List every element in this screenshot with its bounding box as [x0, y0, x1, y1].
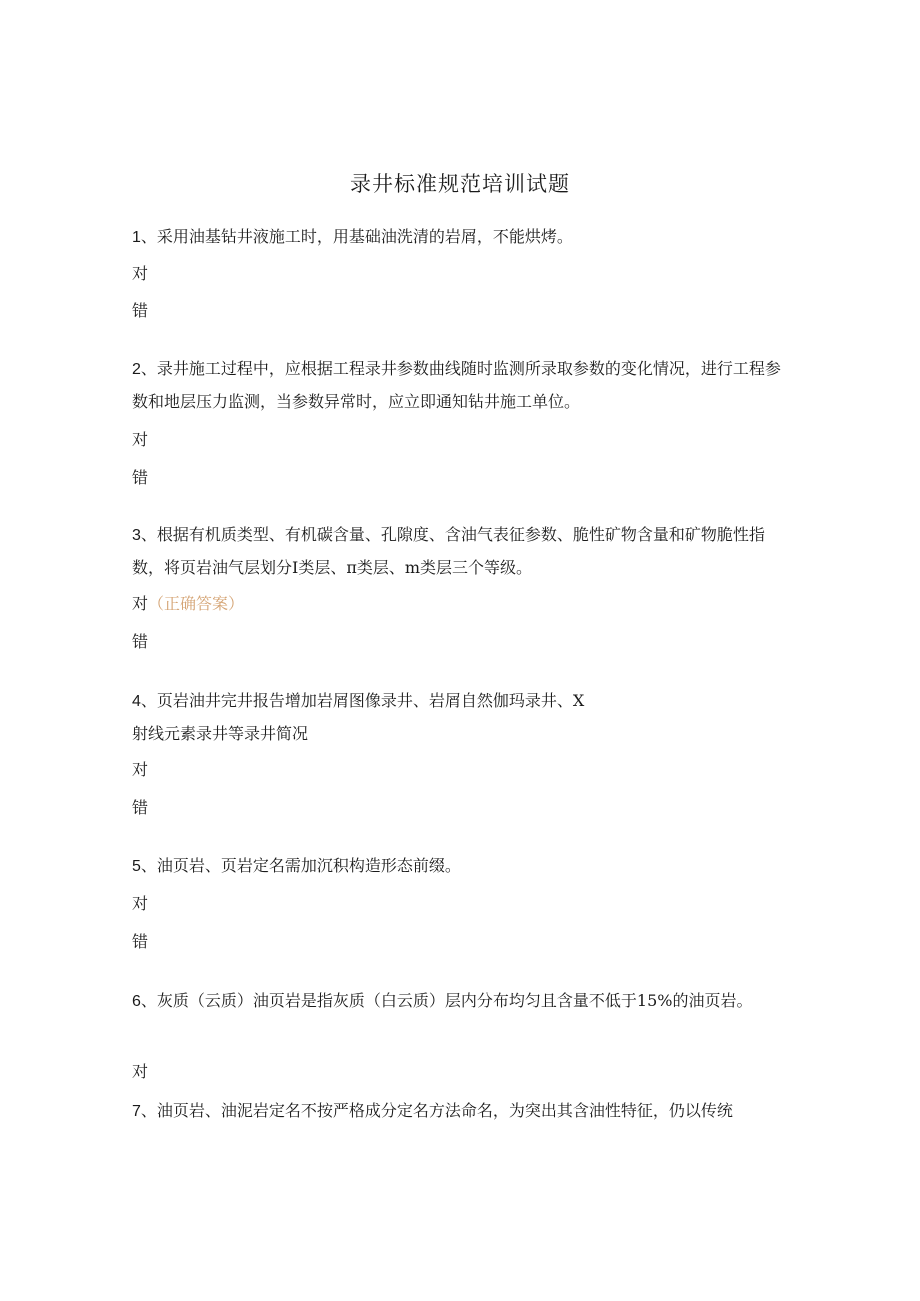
option-label: 错: [132, 632, 149, 651]
question-1-option-false[interactable]: [132, 299, 148, 323]
question-text: 、录井施工过程中，应根据工程录井参数曲线随时监测所录取参数的变化情况，进行工程参数和地层压力监测，当参数异常时，应立即通知钻井施工单位。: [132, 359, 781, 411]
question-5-option-false[interactable]: [132, 930, 148, 954]
question-2-option-true[interactable]: [132, 428, 148, 452]
question-number: 2: [132, 361, 141, 378]
question-5-option-true[interactable]: [132, 892, 148, 916]
question-number: 7: [132, 1103, 141, 1120]
question-text: 、油页岩、页岩定名需加沉积构造形态前缀。: [140, 856, 461, 875]
option-label: 错: [132, 301, 149, 320]
question-text: 、根据有机质类型、有机碳含量、孔隙度、含油气表征参数、脆性矿物含量和矿物脆性指数，将页岩油气层划分I类层、π类层、m类层三个等级。: [132, 525, 765, 577]
question-number: 3: [132, 527, 141, 544]
option-label: 对: [132, 1062, 149, 1081]
question-1: [132, 221, 782, 254]
option-label: 错: [132, 932, 149, 951]
question-number: 6: [132, 993, 141, 1010]
option-label: 对: [132, 894, 149, 913]
question-3-option-false[interactable]: [132, 630, 148, 654]
option-label: 对: [132, 430, 149, 449]
option-label: 对: [132, 594, 149, 613]
question-text-line2: 射线元素录井等录井简况: [132, 724, 309, 743]
question-3: [132, 519, 782, 584]
question-number: 1: [132, 229, 141, 246]
question-7: [132, 1095, 782, 1128]
question-6-option-true[interactable]: [132, 1060, 148, 1084]
question-number: 4: [132, 693, 141, 710]
option-label: 对: [132, 760, 149, 779]
question-4-option-true[interactable]: [132, 758, 148, 782]
question-1-option-true[interactable]: [132, 262, 148, 286]
question-2: [132, 353, 782, 418]
question-text: 、灰质（云质）油页岩是指灰质（白云质）层内分布均匀且含量不低于15%的油页岩。: [140, 991, 753, 1010]
question-3-option-true[interactable]: [132, 592, 244, 616]
question-6: [132, 985, 782, 1018]
option-label: 错: [132, 798, 149, 817]
question-4: [132, 685, 782, 750]
question-5: [132, 850, 782, 883]
question-2-option-false[interactable]: [132, 466, 148, 490]
option-label: 错: [132, 468, 149, 487]
question-text: 、采用油基钻井液施工时，用基础油洗清的岩屑，不能烘烤。: [140, 227, 573, 246]
question-number: 5: [132, 858, 141, 875]
correct-answer-note: （正确答案）: [148, 594, 245, 613]
option-label: 对: [132, 264, 149, 283]
page-title: 录井标准规范培训试题: [350, 172, 570, 196]
question-text: 、油页岩、油泥岩定名不按严格成分定名方法命名，为突出其含油性特征，仍以传统: [140, 1101, 733, 1120]
question-4-option-false[interactable]: [132, 796, 148, 820]
question-text-line1: 、页岩油井完井报告增加岩屑图像录井、岩屑自然伽玛录井、X: [140, 691, 585, 710]
